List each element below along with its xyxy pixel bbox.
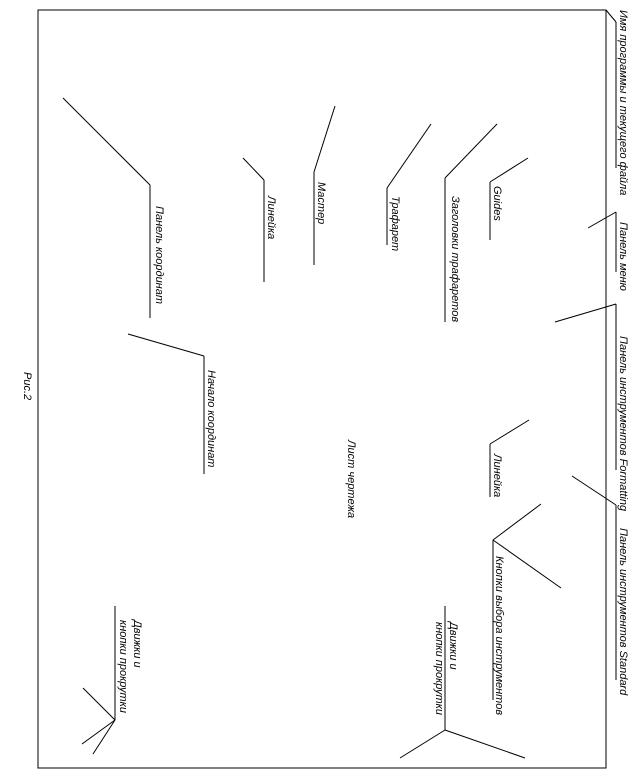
label-scroll-left-line1: Движки и: [131, 620, 143, 668]
label-stencil-headers: Заголовки трафаретов: [449, 196, 461, 323]
label-standard-toolbar: Панель инструментов Standard: [617, 528, 629, 696]
label-stencil: Трафарет: [389, 196, 401, 252]
label-formatting-toolbar: Панель инструментов Formatting: [617, 336, 629, 512]
label-scroll-right: [433, 620, 459, 715]
label-ruler-left: Линейка: [265, 196, 277, 240]
label-scroll-left-line2: кнопки прокрутки: [117, 620, 129, 713]
label-coordinate-origin: Начало координат: [205, 370, 217, 468]
label-tool-select-buttons: Кнопки выбора инструментов: [493, 556, 505, 716]
label-ruler-right: Линейка: [491, 454, 503, 498]
label-scroll-right-line2: кнопки прокрутки: [433, 622, 445, 715]
label-scroll-left: [117, 618, 143, 713]
leader-lines: [63, 10, 616, 758]
label-drawing-sheet: Лист чертежа: [345, 440, 357, 519]
label-coordinate-panel: Панель координат: [153, 206, 165, 305]
label-scroll-right-line1: Движки и: [447, 622, 459, 670]
label-program-name: Имя программы и текущего файла: [617, 10, 629, 196]
label-menu-panel: Панель меню: [617, 222, 629, 291]
label-wizard: Мастер: [315, 182, 327, 225]
label-guides: Guides: [491, 186, 503, 221]
figure-caption: Рис.2: [21, 372, 33, 401]
